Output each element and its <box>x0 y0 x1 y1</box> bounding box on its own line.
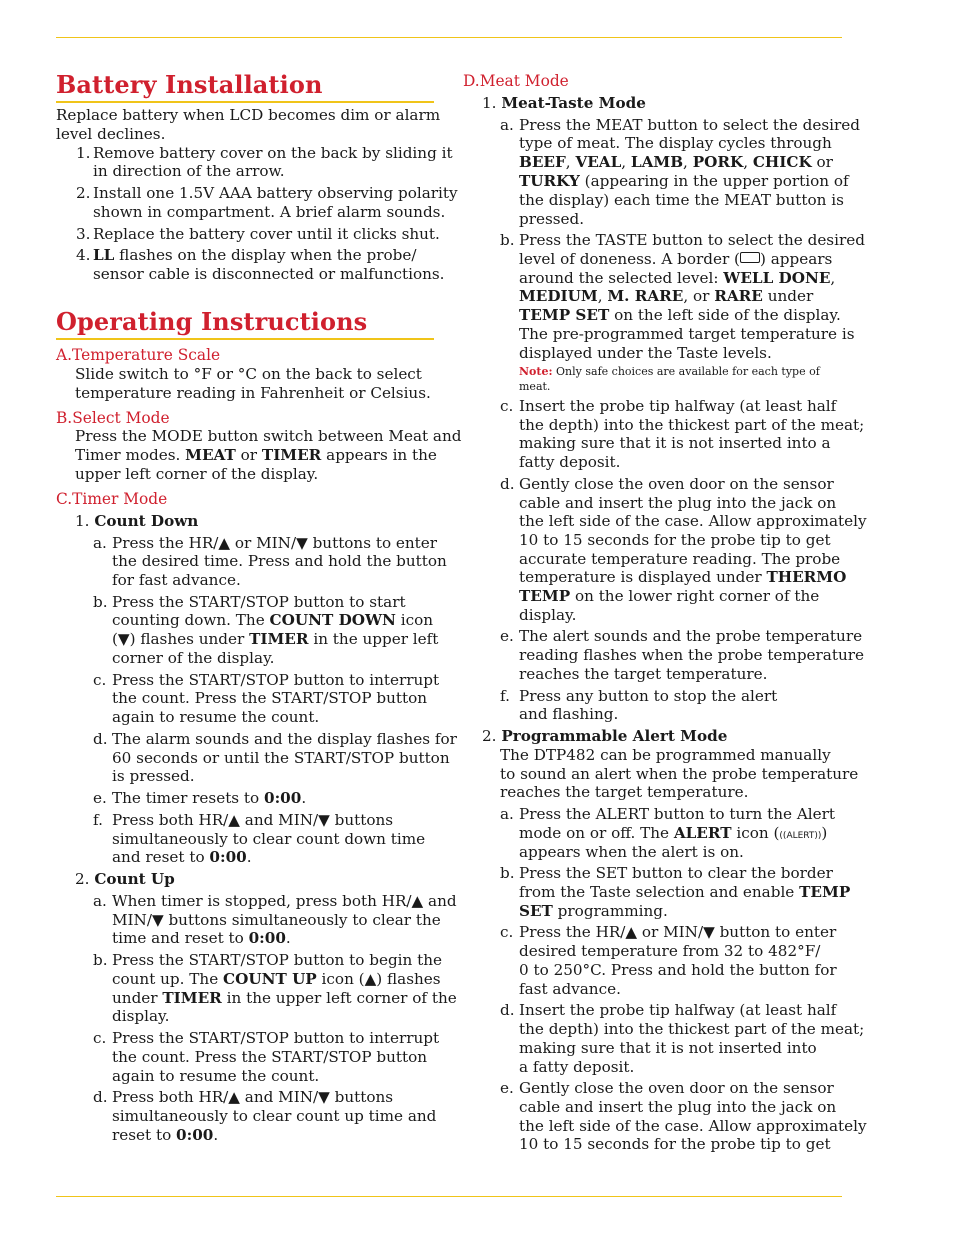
cu-d-letter: d. <box>93 1088 108 1106</box>
mt-d-line-3: the left side of the case. Allow approximately <box>519 512 867 530</box>
pa-b-temp: TEMP <box>799 883 851 901</box>
pa-a-text-2b: icon ( <box>731 824 780 842</box>
cd-e-period: . <box>301 789 307 807</box>
cd-b-line-1: Press the START/STOP button to start <box>112 593 406 611</box>
pa-d-line-2: the depth) into the thickest part of the meat; <box>519 1020 865 1038</box>
cu-a-text: time and reset to <box>112 929 249 947</box>
battery-heading: Battery Installation <box>56 70 323 99</box>
cd-c-line-2: the count. Press the START/STOP button <box>112 689 428 707</box>
battery-step-3-num: 3. <box>76 225 91 243</box>
mt-a-text-4: (appearing in the upper portion of <box>579 172 849 190</box>
alert-icon: ((ALERT)) <box>779 831 822 841</box>
mt-b-or: , or <box>683 287 715 305</box>
cu-c-line-3: again to resume the count. <box>112 1067 320 1085</box>
mt-d-letter: d. <box>500 475 515 493</box>
section-a-line-1: Slide switch to °F or °C on the back to select <box>75 365 422 383</box>
section-b-line-3: upper left corner of the display. <box>75 465 319 483</box>
pa-line-2: to sound an alert when the probe temperature <box>500 765 859 783</box>
mt-a-line-4 <box>519 172 849 191</box>
meat-or: or <box>811 153 833 171</box>
section-b-title: Select Mode <box>72 409 170 427</box>
count-down-num: 1. <box>75 512 90 530</box>
mt-e-line-2: reading flashes when the probe temperature <box>519 646 864 664</box>
pa-b-line-2 <box>519 883 850 902</box>
pa-a-letter: a. <box>500 805 514 823</box>
mt-e-line-3: reaches the target temperature. <box>519 665 768 683</box>
meat-taste-heading <box>482 94 646 113</box>
cd-d-line-3: is pressed. <box>112 767 195 785</box>
cu-a-line-1: When timer is stopped, press both HR/▲ and <box>112 892 457 910</box>
mt-d-line-7 <box>519 587 819 606</box>
count-down-title: Count Down <box>94 512 199 530</box>
operating-heading-rule <box>56 338 434 340</box>
cu-a-line-3 <box>112 929 291 948</box>
pa-line-3: reaches the target temperature. <box>500 783 749 801</box>
mt-a-line-2: type of meat. The display cycles through <box>519 134 832 152</box>
pa-d-line-1: Insert the probe tip halfway (at least half <box>519 1001 837 1019</box>
cu-a-line-2: MIN/▼ buttons simultaneously to clear the <box>112 911 441 929</box>
border-icon <box>740 252 760 263</box>
cu-b-text-3: under <box>112 989 163 1007</box>
mt-e-line-1: The alert sounds and the probe temperature <box>519 627 863 645</box>
mt-b-letter: b. <box>500 231 515 249</box>
cd-a-letter: a. <box>93 534 107 552</box>
count-up-num: 2. <box>75 870 90 888</box>
mt-c-line-1: Insert the probe tip halfway (at least half <box>519 397 837 415</box>
cd-e-letter: e. <box>93 789 107 807</box>
cu-a-period: . <box>285 929 291 947</box>
cd-e-text: The timer resets to <box>112 789 264 807</box>
cu-c-letter: c. <box>93 1029 107 1047</box>
mt-c-line-4: fatty deposit. <box>519 453 621 471</box>
section-b-label <box>56 409 170 428</box>
mt-b-text-4b: on the left side of the display. <box>609 306 841 324</box>
mt-a-line-1: Press the MEAT button to select the desired <box>519 116 860 134</box>
cd-c-line-3: again to resume the count. <box>112 708 320 726</box>
section-b-line-1: Press the MODE button switch between Meat and <box>75 427 462 445</box>
cd-d-letter: d. <box>93 730 108 748</box>
pa-d-line-4: a fatty deposit. <box>519 1058 635 1076</box>
pa-d-letter: d. <box>500 1001 515 1019</box>
level-medium: MEDIUM <box>519 287 598 305</box>
pa-c-line-3: 0 to 250°C. Press and hold the button for <box>519 961 837 979</box>
cd-d-line-1: The alarm sounds and the display flashes for <box>112 730 457 748</box>
section-d-letter: D. <box>463 72 480 90</box>
pa-a-paren: ) <box>821 824 828 842</box>
mt-a-line-3: BEEF, VEAL, LAMB, PORK, CHICK or <box>519 153 833 171</box>
mt-f-line-1: Press any button to stop the alert <box>519 687 778 705</box>
cd-d-line-2: 60 seconds or until the START/STOP button <box>112 749 450 767</box>
operating-heading: Operating Instructions <box>56 307 368 336</box>
thermo-label: THERMO <box>766 568 847 586</box>
battery-step-2-num: 2. <box>76 184 91 202</box>
mt-b-text-2b: ) appears <box>759 250 833 268</box>
cd-e-zero: 0:00 <box>264 789 302 807</box>
mt-b-line-3 <box>519 269 835 288</box>
cu-b-line-3 <box>112 989 457 1008</box>
battery-step-4-line-2: sensor cable is disconnected or malfunctions. <box>93 265 445 283</box>
thermo-temp-label: TEMP <box>519 587 571 605</box>
count-up-title: Count Up <box>94 870 175 888</box>
bottom-rule <box>56 1196 842 1197</box>
battery-step-2-line-2: shown in compartment. A brief alarm sounds. <box>93 203 446 221</box>
pa-a-line-1: Press the ALERT button to turn the Alert <box>519 805 836 823</box>
mt-b-line-7: displayed under the Taste levels. <box>519 344 772 362</box>
cd-c-letter: c. <box>93 671 107 689</box>
battery-heading-rule <box>56 101 434 103</box>
section-c-label <box>56 490 167 509</box>
b-timer: TIMER <box>261 446 322 464</box>
battery-step-4-line-1 <box>93 246 416 265</box>
pa-b-letter: b. <box>500 864 515 882</box>
pa-a-text-2a: mode on or off. The <box>519 824 674 842</box>
battery-intro-1: Replace battery when LCD becomes dim or alarm <box>56 106 441 124</box>
cd-b-text-1: counting down. The <box>112 611 270 629</box>
prog-alert-title: Programmable Alert Mode <box>501 727 728 745</box>
mt-d-text-7b: on the lower right corner of the <box>570 587 820 605</box>
mt-b-note-2: meat. <box>519 380 551 393</box>
mt-b-line-4: MEDIUM, M. RARE, or RARE under <box>519 287 814 305</box>
cu-b-text-1: count up. The <box>112 970 224 988</box>
b-meat: MEAT <box>185 446 236 464</box>
b-text-1: Timer modes. <box>75 446 186 464</box>
mt-b-line-5 <box>519 306 841 325</box>
section-c-title: Timer Mode <box>72 490 168 508</box>
section-a-label <box>56 346 220 365</box>
cd-a-line-3: for fast advance. <box>112 571 241 589</box>
section-c-letter: C. <box>56 490 73 508</box>
section-a-title: Temperature Scale <box>72 346 221 364</box>
mt-b-line-6: The pre-programmed target temperature is <box>519 325 855 343</box>
cd-b-text-2: icon <box>395 611 434 629</box>
cd-b-timer: TIMER <box>249 630 309 648</box>
cd-f-text: and reset to <box>112 848 210 866</box>
pa-d-line-3: making sure that it is not inserted into <box>519 1039 817 1057</box>
meat-beef: BEEF <box>519 153 566 171</box>
pa-c-line-4: fast advance. <box>519 980 621 998</box>
mt-c-line-2: the depth) into the thickest part of the meat; <box>519 416 865 434</box>
cu-a-zero: 0:00 <box>248 929 286 947</box>
cd-b-text-3: (▼) flashes under <box>112 630 250 648</box>
cd-b-count-down: COUNT DOWN <box>269 611 396 629</box>
cd-a-line-2: the desired time. Press and hold the button <box>112 552 447 570</box>
pa-c-letter: c. <box>500 923 514 941</box>
cu-d-line-2: simultaneously to clear count up time and <box>112 1107 437 1125</box>
meat-lamb: LAMB <box>630 153 684 171</box>
battery-step-1-line-2: in direction of the arrow. <box>93 162 285 180</box>
pa-b-text-3b: programming. <box>552 902 668 920</box>
mt-d-text-6a: temperature is displayed under <box>519 568 767 586</box>
pa-b-set: SET <box>519 902 553 920</box>
cu-c-line-1: Press the START/STOP button to interrupt <box>112 1029 440 1047</box>
prog-alert-heading <box>482 727 727 746</box>
mt-c-line-3: making sure that it is not inserted into a <box>519 434 831 452</box>
cu-d-zero: 0:00 <box>176 1126 214 1144</box>
mt-d-line-8: display. <box>519 606 577 624</box>
level-m-rare: M. RARE <box>607 287 684 305</box>
cd-c-line-1: Press the START/STOP button to interrupt <box>112 671 440 689</box>
mt-a-line-5: the display) each time the MEAT button is <box>519 191 844 209</box>
ll-code: LL <box>93 246 115 264</box>
note-text-1: Only safe choices are available for each type of <box>552 365 820 378</box>
cd-b-letter: b. <box>93 593 108 611</box>
pa-e-line-4: 10 to 15 seconds for the probe tip to get <box>519 1135 831 1153</box>
meat-chick: CHICK <box>752 153 812 171</box>
pa-line-1: The DTP482 can be programmed manually <box>500 746 831 764</box>
cu-b-line-2 <box>112 970 441 989</box>
section-d-label <box>463 72 569 91</box>
cd-b-line-3 <box>112 630 438 649</box>
cd-e-line-1 <box>112 789 306 808</box>
mt-d-line-5: accurate temperature reading. The probe <box>519 550 841 568</box>
count-down-heading <box>75 512 198 531</box>
mt-b-text-3a: around the selected level: <box>519 269 724 287</box>
top-rule <box>56 37 842 38</box>
cd-b-line-2 <box>112 611 433 630</box>
level-rare: RARE <box>714 287 763 305</box>
meat-pork: PORK <box>692 153 744 171</box>
prog-alert-num: 2. <box>482 727 497 745</box>
note-label: Note: <box>519 365 553 378</box>
mt-d-line-2: cable and insert the plug into the jack on <box>519 494 837 512</box>
meat-taste-num: 1. <box>482 94 497 112</box>
mt-e-letter: e. <box>500 627 514 645</box>
pa-e-line-2: cable and insert the plug into the jack on <box>519 1098 837 1116</box>
battery-step-2-line-1: Install one 1.5V AAA battery observing polarity <box>93 184 458 202</box>
cu-d-text: reset to <box>112 1126 177 1144</box>
mt-b-line-1: Press the TASTE button to select the desired <box>519 231 865 249</box>
cu-a-letter: a. <box>93 892 107 910</box>
level-well-done: WELL DONE <box>723 269 831 287</box>
cd-f-period: . <box>246 848 252 866</box>
cd-f-letter: f. <box>93 811 103 829</box>
mt-f-line-2: and flashing. <box>519 705 619 723</box>
mt-a-line-6: pressed. <box>519 210 585 228</box>
pa-b-line-3 <box>519 902 668 921</box>
mt-d-line-1: Gently close the oven door on the sensor <box>519 475 834 493</box>
pa-c-line-1: Press the HR/▲ or MIN/▼ button to enter <box>519 923 837 941</box>
mt-c-letter: c. <box>500 397 514 415</box>
comma: , <box>830 269 836 287</box>
mt-a-letter: a. <box>500 116 514 134</box>
cd-f-zero: 0:00 <box>209 848 247 866</box>
meat-veal: VEAL <box>575 153 622 171</box>
battery-step-4-num: 4. <box>76 246 91 264</box>
mt-b-under: under <box>762 287 814 305</box>
battery-intro-2: level declines. <box>56 125 166 143</box>
b-text-2: appears in the <box>321 446 437 464</box>
battery-step-3-line-1: Replace the battery cover until it clicks shut. <box>93 225 440 243</box>
pa-c-line-2: desired temperature from 32 to 482°F/ <box>519 942 821 960</box>
temp-set-label: TEMP SET <box>519 306 610 324</box>
cd-f-line-3 <box>112 848 252 867</box>
mt-b-text-2a: level of doneness. A border ( <box>519 250 740 268</box>
mt-f-letter: f. <box>500 687 510 705</box>
section-b-line-2 <box>75 446 437 465</box>
b-or: or <box>235 446 262 464</box>
cu-d-line-3 <box>112 1126 218 1145</box>
cd-f-line-1: Press both HR/▲ and MIN/▼ buttons <box>112 811 394 829</box>
section-a-letter: A. <box>56 346 73 364</box>
pa-b-text-2a: from the Taste selection and enable <box>519 883 800 901</box>
mt-b-line-2 <box>519 250 832 269</box>
pa-e-line-3: the left side of the case. Allow approximately <box>519 1117 867 1135</box>
cu-d-period: . <box>213 1126 219 1144</box>
pa-b-line-1: Press the SET button to clear the border <box>519 864 833 882</box>
meat-turky: TURKY <box>519 172 580 190</box>
mt-d-line-4: 10 to 15 seconds for the probe tip to get <box>519 531 831 549</box>
count-up-heading <box>75 870 175 889</box>
battery-step-4-text: flashes on the display when the probe/ <box>114 246 417 264</box>
cu-b-line-1: Press the START/STOP button to begin the <box>112 951 443 969</box>
section-d-title: Meat Mode <box>479 72 569 90</box>
cu-b-text-4: in the upper left corner of the <box>221 989 457 1007</box>
battery-step-1-line-1: Remove battery cover on the back by sliding it <box>93 144 453 162</box>
section-b-letter: B. <box>56 409 73 427</box>
meat-taste-title: Meat-Taste Mode <box>501 94 646 112</box>
pa-a-line-3: appears when the alert is on. <box>519 843 744 861</box>
pa-e-line-1: Gently close the oven door on the sensor <box>519 1079 834 1097</box>
cd-b-text-4: in the upper left <box>308 630 439 648</box>
cu-b-timer: TIMER <box>162 989 222 1007</box>
cd-a-line-1: Press the HR/▲ or MIN/▼ buttons to enter <box>112 534 438 552</box>
mt-b-note-1 <box>519 361 820 381</box>
cu-b-count-up: COUNT UP <box>223 970 317 988</box>
cu-c-line-2: the count. Press the START/STOP button <box>112 1048 428 1066</box>
mt-d-line-6 <box>519 568 846 587</box>
cu-b-line-4: display. <box>112 1007 170 1025</box>
cu-b-letter: b. <box>93 951 108 969</box>
cd-b-line-4: corner of the display. <box>112 649 275 667</box>
cd-f-line-2: simultaneously to clear count down time <box>112 830 426 848</box>
cu-d-line-1: Press both HR/▲ and MIN/▼ buttons <box>112 1088 394 1106</box>
pa-e-letter: e. <box>500 1079 514 1097</box>
alert-label: ALERT <box>673 824 732 842</box>
battery-step-1-num: 1. <box>76 144 91 162</box>
section-a-line-2: temperature reading in Fahrenheit or Celsius. <box>75 384 431 402</box>
cu-b-text-2: icon (▲) flashes <box>316 970 441 988</box>
